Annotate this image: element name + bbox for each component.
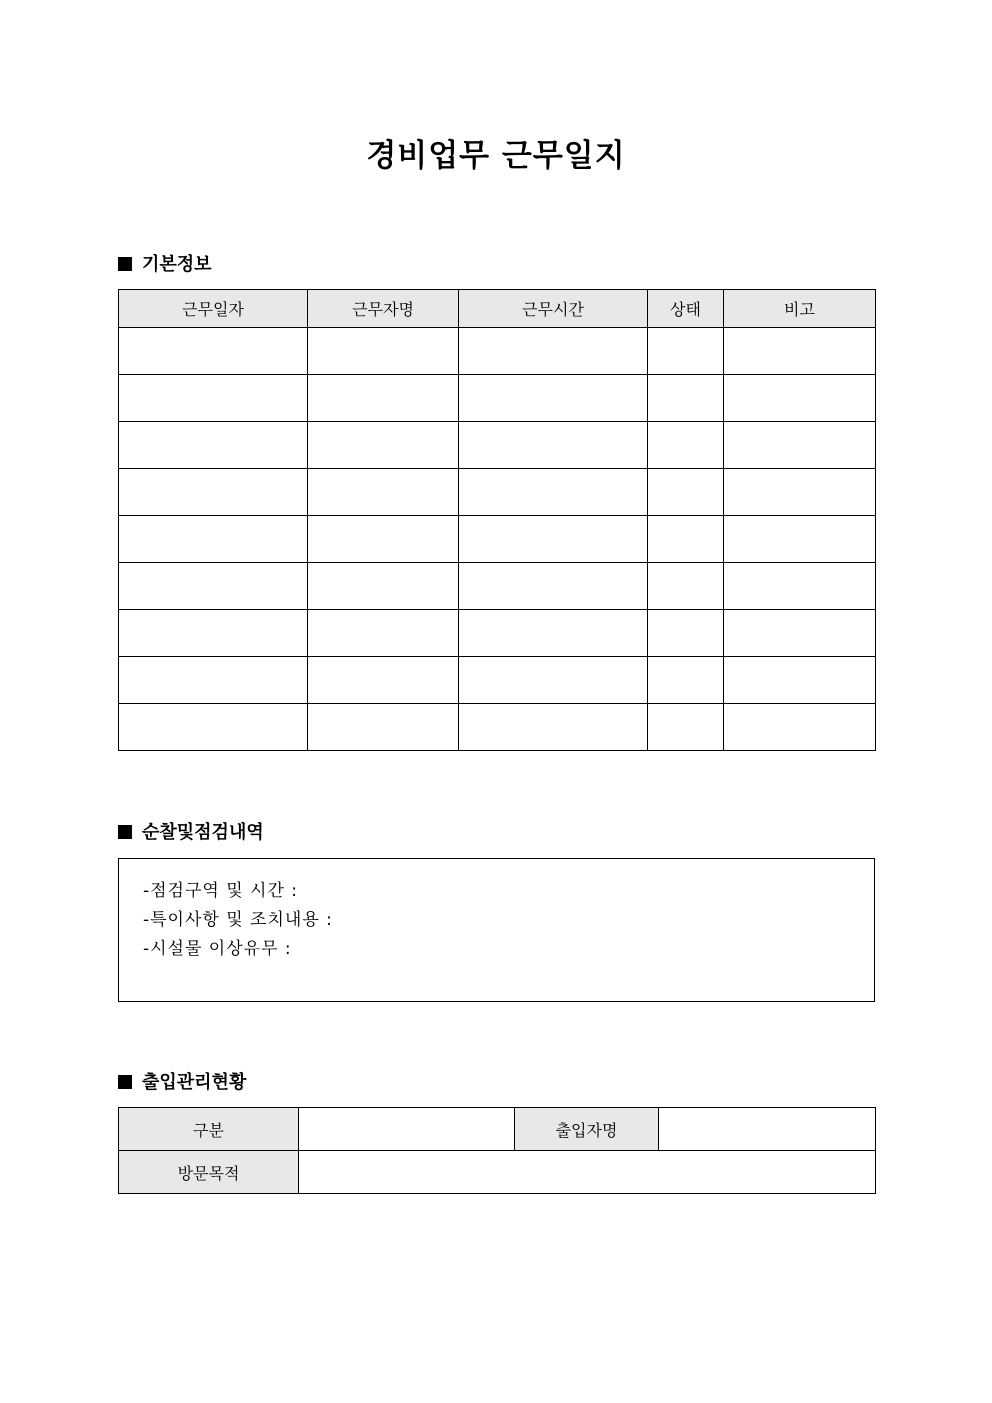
status-cell[interactable] — [648, 563, 724, 610]
table-row — [119, 1151, 876, 1194]
work-hours-cell[interactable] — [459, 516, 648, 563]
column-header-work-date: 근무일자 — [119, 290, 308, 328]
remarks-cell[interactable] — [724, 563, 876, 610]
remarks-cell[interactable] — [724, 422, 876, 469]
work-hours-cell[interactable] — [459, 469, 648, 516]
worker-name-cell[interactable] — [308, 328, 459, 375]
square-bullet-icon — [118, 1075, 132, 1089]
category-value-cell[interactable] — [299, 1108, 515, 1151]
work-hours-cell[interactable] — [459, 610, 648, 657]
section-heading-patrol — [118, 821, 264, 845]
work-date-cell[interactable] — [119, 422, 308, 469]
worker-name-cell[interactable] — [308, 610, 459, 657]
worker-name-cell[interactable] — [308, 469, 459, 516]
section-heading-basic-info — [118, 253, 212, 277]
square-bullet-icon — [118, 257, 132, 271]
remarks-cell[interactable] — [724, 469, 876, 516]
patrol-line-facility-status: -시설물 이상유무 : — [143, 939, 292, 959]
status-cell[interactable] — [648, 375, 724, 422]
work-hours-cell[interactable] — [459, 328, 648, 375]
status-cell[interactable] — [648, 469, 724, 516]
status-cell[interactable] — [648, 610, 724, 657]
section-heading-label: 순찰및점검내역 — [142, 822, 264, 843]
remarks-cell[interactable] — [724, 375, 876, 422]
status-cell[interactable] — [648, 422, 724, 469]
worker-name-cell[interactable] — [308, 516, 459, 563]
column-header-status: 상태 — [648, 290, 724, 328]
remarks-cell[interactable] — [724, 516, 876, 563]
work-date-cell[interactable] — [119, 610, 308, 657]
worker-name-cell[interactable] — [308, 704, 459, 751]
column-header-remarks: 비고 — [724, 290, 876, 328]
visitor-name-value-cell[interactable] — [659, 1108, 876, 1151]
work-date-cell[interactable] — [119, 657, 308, 704]
basic-info-table — [118, 289, 876, 751]
remarks-cell[interactable] — [724, 657, 876, 704]
worker-name-cell[interactable] — [308, 422, 459, 469]
work-hours-cell[interactable] — [459, 422, 648, 469]
table-row — [119, 610, 876, 657]
work-hours-cell[interactable] — [459, 375, 648, 422]
column-header-worker-name: 근무자명 — [308, 290, 459, 328]
visit-purpose-value-cell[interactable] — [299, 1151, 876, 1194]
worker-name-cell[interactable] — [308, 563, 459, 610]
square-bullet-icon — [118, 825, 132, 839]
table-row — [119, 469, 876, 516]
table-row — [119, 516, 876, 563]
section-heading-label: 기본정보 — [142, 254, 212, 275]
worker-name-cell[interactable] — [308, 375, 459, 422]
category-label: 구분 — [119, 1108, 299, 1151]
table-row — [119, 657, 876, 704]
remarks-cell[interactable] — [724, 328, 876, 375]
access-table — [118, 1107, 876, 1194]
status-cell[interactable] — [648, 516, 724, 563]
patrol-line-inspection-area: -점검구역 및 시간 : — [143, 881, 299, 901]
work-date-cell[interactable] — [119, 469, 308, 516]
status-cell[interactable] — [648, 704, 724, 751]
table-row — [119, 563, 876, 610]
work-hours-cell[interactable] — [459, 704, 648, 751]
visit-purpose-label: 방문목적 — [119, 1151, 299, 1194]
table-row — [119, 375, 876, 422]
patrol-line-special-notes: -특이사항 및 조치내용 : — [143, 910, 333, 930]
worker-name-cell[interactable] — [308, 657, 459, 704]
table-row — [119, 704, 876, 751]
table-row — [119, 328, 876, 375]
column-header-work-hours: 근무시간 — [459, 290, 648, 328]
work-date-cell[interactable] — [119, 516, 308, 563]
work-date-cell[interactable] — [119, 375, 308, 422]
work-date-cell[interactable] — [119, 563, 308, 610]
table-row — [119, 422, 876, 469]
patrol-details-box[interactable] — [118, 858, 875, 1002]
status-cell[interactable] — [648, 328, 724, 375]
status-cell[interactable] — [648, 657, 724, 704]
work-hours-cell[interactable] — [459, 657, 648, 704]
remarks-cell[interactable] — [724, 610, 876, 657]
section-heading-access — [118, 1071, 246, 1095]
visitor-name-label: 출입자명 — [515, 1108, 659, 1151]
work-date-cell[interactable] — [119, 704, 308, 751]
table-header-row — [119, 290, 876, 328]
page-title: 경비업무 근무일지 — [366, 138, 626, 174]
work-date-cell[interactable] — [119, 328, 308, 375]
section-heading-label: 출입관리현황 — [142, 1072, 247, 1093]
work-hours-cell[interactable] — [459, 563, 648, 610]
table-row — [119, 1108, 876, 1151]
remarks-cell[interactable] — [724, 704, 876, 751]
